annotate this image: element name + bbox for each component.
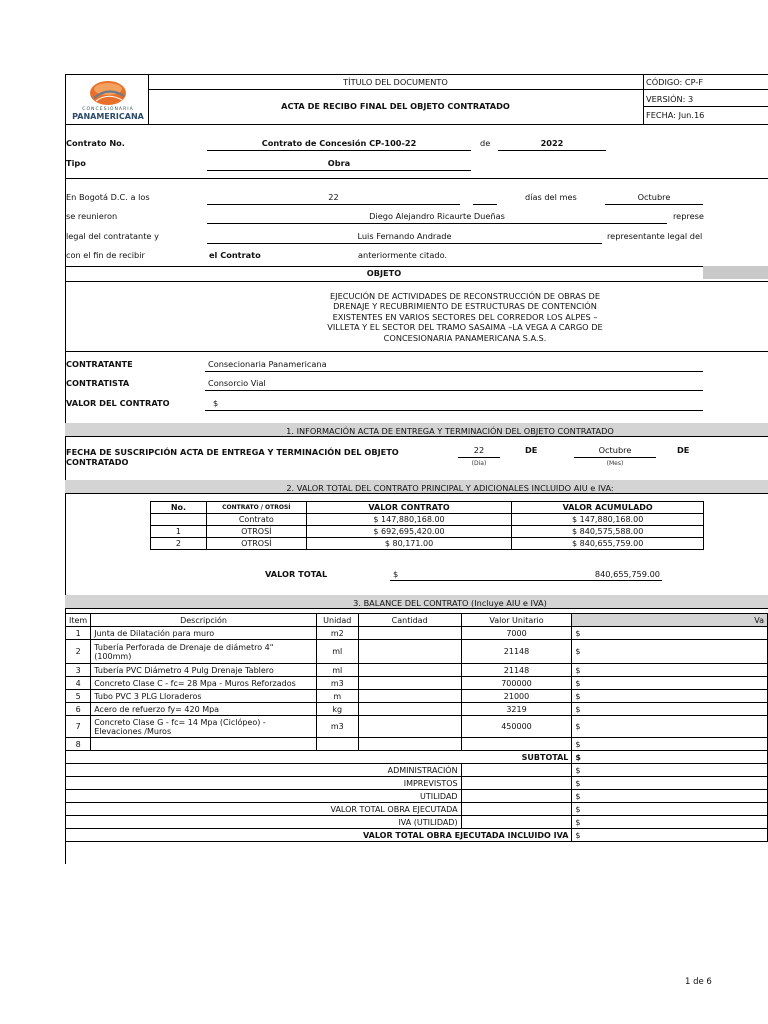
- field-underline: [207, 223, 667, 224]
- section1-fecha-label: FECHA DE SUSCRIPCIÓN ACTA DE ENTREGA Y TERMINACIÓN DEL OBJETO: [66, 447, 399, 457]
- field-underline: [205, 390, 703, 391]
- table-cell: kg: [316, 703, 358, 716]
- table-cell: $ 80,171.00: [306, 538, 512, 550]
- field-underline: [207, 204, 460, 205]
- table-cell: m3: [316, 677, 358, 690]
- table-cell: [358, 738, 461, 751]
- summary-empty: [461, 790, 572, 803]
- table-cell: Acero de refuerzo fy= 420 Mpa: [91, 703, 317, 716]
- table-cell: 1: [66, 627, 91, 640]
- tipo-label: Tipo: [66, 158, 86, 168]
- table-cell: Tubería Perforada de Drenaje de diámetro 4" (100mm): [91, 640, 317, 664]
- summary-empty: [461, 803, 572, 816]
- doc-code: CÓDIGO: CP-F: [646, 77, 704, 87]
- table-row: [151, 514, 704, 526]
- final-total-label: VALOR TOTAL OBRA EJECUTADA INCLUIDO IVA: [66, 829, 572, 842]
- table-row: [66, 627, 768, 640]
- summary-empty: [461, 777, 572, 790]
- objeto-text-line: CONCESIONARIA PANAMERICANA S.A.S.: [383, 332, 547, 343]
- section1-fecha-label-2: CONTRATADO: [66, 457, 129, 467]
- summary-label: IVA (UTILIDAD): [66, 816, 462, 829]
- table-cell: $: [572, 738, 768, 751]
- section-rule: [65, 436, 768, 437]
- table-cell: $: [572, 703, 768, 716]
- table-cell: 7000: [461, 627, 572, 640]
- table-cell: $: [572, 640, 768, 664]
- intro-person1: Diego Alejandro Ricaurte Dueñas: [369, 211, 505, 221]
- field-underline: [205, 410, 703, 411]
- logo-top-text: CONCESIONARIA: [82, 107, 134, 112]
- section2-title: 2. VALOR TOTAL DEL CONTRATO PRINCIPAL Y ADICIONALES INCLUIDO AIU e IVA:: [286, 483, 614, 493]
- header-cell: CONTRATO / OTROSÍ: [206, 502, 306, 514]
- header-cell: No.: [151, 502, 207, 514]
- section-rule: [65, 493, 768, 494]
- table-cell: [358, 716, 461, 738]
- de-label: de: [480, 138, 491, 148]
- summary-value: $: [572, 803, 768, 816]
- field-underline: [473, 204, 497, 205]
- doc-title: ACTA DE RECIBO FINAL DEL OBJETO CONTRATADO: [281, 101, 510, 111]
- header-cell: VALOR CONTRATO: [306, 502, 512, 514]
- intro-line2-right: represe: [673, 211, 704, 221]
- table-row: [66, 677, 768, 690]
- table-row: [66, 664, 768, 677]
- final-total-row: [66, 829, 768, 842]
- header-cell: VALOR ACUMULADO: [512, 502, 704, 514]
- table-cell: $: [572, 716, 768, 738]
- table-cell: OTROSÍ: [206, 538, 306, 550]
- objeto-text-line: EJECUCIÓN DE ACTIVIDADES DE RECONSTRUCCIÓN DE OBRAS DE: [329, 291, 600, 301]
- company-logo: [72, 78, 144, 122]
- table-cell: m3: [316, 716, 358, 738]
- intro-day: 22: [328, 192, 339, 202]
- table-cell: $: [572, 664, 768, 677]
- field-underline: [605, 204, 703, 205]
- summary-label: UTILIDAD: [66, 790, 462, 803]
- table-cell: [461, 738, 572, 751]
- table-cell: Concreto Clase C - fc= 28 Mpa - Muros Reforzados: [91, 677, 317, 690]
- valor-total-value: 840,655,759.00: [594, 569, 660, 579]
- table-cell: Junta de Dilatación para muro: [91, 627, 317, 640]
- table-row: [66, 716, 768, 738]
- valor-contrato-value: $: [213, 398, 219, 408]
- summary-row: [66, 777, 768, 790]
- contratista-value: Consorcio Vial: [208, 378, 266, 388]
- table-row: [66, 738, 768, 751]
- valor-contrato-label: VALOR DEL CONTRATO: [66, 398, 170, 408]
- intro-line4-label: con el fin de recibir: [66, 250, 145, 260]
- table-cell: ml: [316, 664, 358, 677]
- section1-day: 22: [473, 445, 485, 455]
- subtotal-row: [66, 751, 768, 764]
- table-cell: [151, 514, 207, 526]
- header-cell: Descripción: [91, 614, 317, 627]
- summary-value: $: [572, 790, 768, 803]
- objeto-text-line: EXISTENTES EN VARIOS SECTORES DEL CORREDOR LOS ALPES –: [332, 311, 598, 322]
- summary-row: [66, 816, 768, 829]
- tipo-value: Obra: [327, 158, 351, 168]
- header-cell: Item: [66, 614, 91, 627]
- contrato-year: 2022: [540, 138, 564, 148]
- valor-total-currency: $: [393, 569, 399, 579]
- table-cell: Concreto Clase G - fc= 14 Mpa (Ciclópeo) - Elevaciones /Muros: [91, 716, 317, 738]
- table-cell: 6: [66, 703, 91, 716]
- table-cell: 21148: [461, 664, 572, 677]
- table-cell: [91, 738, 317, 751]
- section3-title: 3. BALANCE DEL CONTRATO (Incluye AIU e IVA): [353, 598, 547, 608]
- valor-total-label: VALOR TOTAL: [265, 569, 328, 579]
- balance-table: [65, 613, 768, 842]
- intro-line3-right: representante legal del: [607, 231, 703, 241]
- doc-version: VERSIÓN: 3: [646, 94, 694, 104]
- table-cell: 4: [66, 677, 91, 690]
- intro-month: Octubre: [637, 192, 671, 202]
- summary-label: IMPREVISTOS: [66, 777, 462, 790]
- contratante-label: CONTRATANTE: [66, 359, 133, 369]
- intro-line2-label: se reunieron: [66, 211, 118, 221]
- table-cell: 3: [66, 664, 91, 677]
- table-row: [66, 640, 768, 664]
- table-cell: $ 840,655,759.00: [512, 538, 704, 550]
- contratante-value: Consecionaria Panamericana: [208, 359, 327, 369]
- table-cell: 2: [66, 640, 91, 664]
- header-divider: [643, 74, 644, 124]
- table-cell: [358, 703, 461, 716]
- header-rule: [65, 124, 768, 125]
- valor-table: [150, 501, 704, 550]
- intro-person2: Luis Fernando Andrade: [357, 231, 452, 241]
- section1-title: 1. INFORMACIÓN ACTA DE ENTREGA Y TERMINACIÓN DEL OBJETO CONTRATADO: [286, 426, 614, 436]
- subtotal-label: SUBTOTAL: [66, 751, 572, 764]
- field-underline: [207, 170, 471, 171]
- table-cell: $ 147,880,168.00: [512, 514, 704, 526]
- section1-month-caption: (Mes): [606, 460, 624, 467]
- subtotal-value: $: [572, 751, 768, 764]
- summary-row: [66, 803, 768, 816]
- table-cell: m: [316, 690, 358, 703]
- field-underline: [207, 150, 471, 151]
- table-cell: m2: [316, 627, 358, 640]
- table-cell: [316, 738, 358, 751]
- table-cell: $ 147,880,168.00: [306, 514, 512, 526]
- table-row: [66, 690, 768, 703]
- header-cell: Unidad: [316, 614, 358, 627]
- gray-band: [703, 266, 768, 279]
- objeto-text: [305, 291, 625, 343]
- logo-bottom-text: PANAMERICANA: [72, 112, 144, 121]
- summary-empty: [461, 816, 572, 829]
- table-cell: 450000: [461, 716, 572, 738]
- header-rule: [643, 106, 768, 107]
- table-cell: 21000: [461, 690, 572, 703]
- doc-date: FECHA: Jun.16: [646, 110, 705, 120]
- table-cell: Tubo PVC 3 PLG Lloraderos: [91, 690, 317, 703]
- table-cell: 700000: [461, 677, 572, 690]
- table-cell: [358, 640, 461, 664]
- objeto-text-line: VILLETA Y EL SECTOR DEL TRAMO SASAIMA –LA VEGA A CARGO DE: [327, 322, 603, 333]
- table-cell: 7: [66, 716, 91, 738]
- table-row: [66, 703, 768, 716]
- table-cell: $: [572, 690, 768, 703]
- table-cell: $ 840,575,588.00: [512, 526, 704, 538]
- summary-label: VALOR TOTAL OBRA EJECUTADA: [66, 803, 462, 816]
- table-row: [151, 526, 704, 538]
- section-rule: [65, 266, 768, 267]
- table-cell: 2: [151, 538, 207, 550]
- section1-month: Octubre: [598, 445, 632, 455]
- table-cell: Tubería PVC Diámetro 4 Pulg Drenaje Tablero: [91, 664, 317, 677]
- section1-day-caption: (Día): [471, 460, 487, 467]
- table-cell: [358, 627, 461, 640]
- contrato-label: Contrato No.: [66, 138, 125, 148]
- table-cell: $: [572, 677, 768, 690]
- field-underline: [390, 580, 662, 581]
- header-cell: Cantidad: [358, 614, 461, 627]
- intro-line3-label: legal del contratante y: [66, 231, 159, 241]
- table-cell: [358, 677, 461, 690]
- contrato-value: Contrato de Concesión CP-100-22: [261, 138, 417, 148]
- summary-value: $: [572, 777, 768, 790]
- table-cell: 8: [66, 738, 91, 751]
- section-rule: [65, 608, 768, 609]
- intro-dias-label: días del mes: [525, 192, 577, 202]
- summary-label: ADMINISTRACIÓN: [66, 764, 462, 777]
- contratista-label: CONTRATISTA: [66, 378, 130, 388]
- field-underline: [205, 371, 703, 372]
- table-row: [151, 538, 704, 550]
- table-cell: 3219: [461, 703, 572, 716]
- summary-value: $: [572, 816, 768, 829]
- table-cell: OTROSÍ: [206, 526, 306, 538]
- section1-de2: DE: [677, 445, 690, 455]
- header-cell: Valor Unitario: [461, 614, 572, 627]
- objeto-title: OBJETO: [366, 268, 402, 278]
- section-rule: [65, 281, 768, 282]
- intro-line4-tail: anteriormente citado.: [358, 250, 448, 260]
- final-total-value: $: [572, 829, 768, 842]
- page-number: 1 de 6: [685, 977, 712, 987]
- table-cell: 5: [66, 690, 91, 703]
- balance-table-header: [66, 614, 768, 627]
- field-underline: [207, 243, 602, 244]
- table-cell: 21148: [461, 640, 572, 664]
- table-cell: [358, 690, 461, 703]
- intro-line1-label: En Bogotá D.C. a los: [66, 192, 150, 202]
- header-rule: [148, 89, 768, 90]
- table-cell: [358, 664, 461, 677]
- intro-line4-bold: el Contrato: [209, 250, 261, 260]
- field-underline: [458, 457, 500, 458]
- section-rule: [65, 178, 768, 179]
- section1-de1: DE: [525, 445, 538, 455]
- header-cell: Va: [572, 614, 768, 627]
- table-cell: Contrato: [206, 514, 306, 526]
- table-cell: 1: [151, 526, 207, 538]
- objeto-text-line: DRENAJE Y RECUBRIMIENTO DE ESTRUCTURAS DE CONTENCIÓN: [333, 301, 597, 312]
- summary-empty: [461, 764, 572, 777]
- field-underline: [498, 150, 606, 151]
- table-cell: ml: [316, 640, 358, 664]
- valor-table-header: [151, 502, 704, 514]
- summary-value: $: [572, 764, 768, 777]
- section-rule: [65, 351, 768, 352]
- table-cell: $ 692,695,420.00: [306, 526, 512, 538]
- field-underline: [574, 457, 656, 458]
- summary-row: [66, 764, 768, 777]
- summary-row: [66, 790, 768, 803]
- table-cell: $: [572, 627, 768, 640]
- doc-title-label: TÍTULO DEL DOCUMENTO: [343, 77, 448, 87]
